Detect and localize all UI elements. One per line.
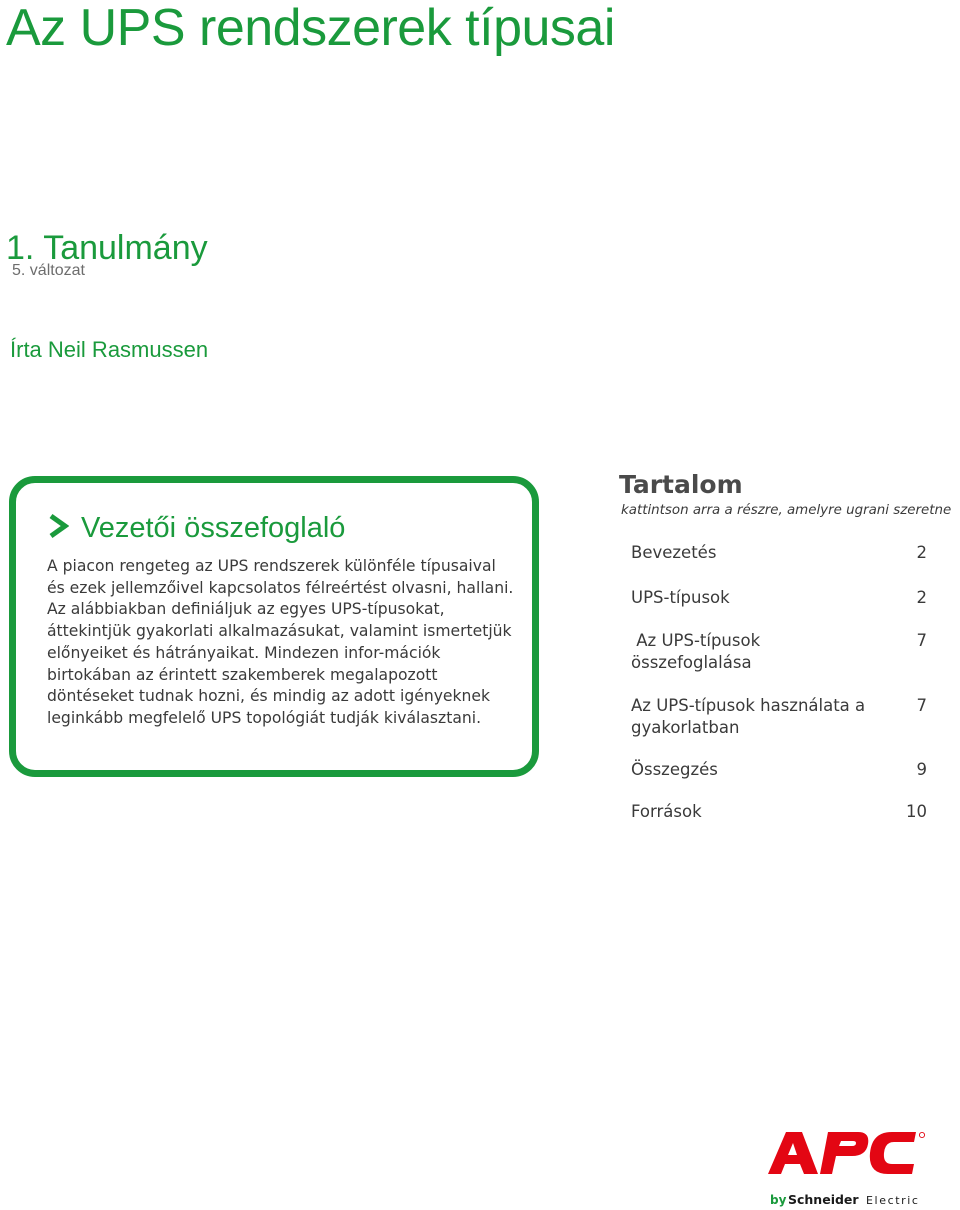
toc-title: Tartalom (619, 470, 743, 499)
toc-item-label: Források (631, 802, 702, 821)
author-line (10, 337, 208, 363)
executive-summary-box (9, 476, 539, 777)
toc-item-label: Az UPS-típusok összefoglalása (631, 631, 766, 672)
toc-item-label: Bevezetés (631, 543, 717, 562)
toc-item-label: Összegzés (631, 760, 718, 779)
toc-item-page: 7 (916, 631, 927, 650)
toc-item-label: UPS-típusok (631, 588, 730, 607)
author-prefix: Írta (10, 337, 42, 362)
summary-heading (47, 512, 345, 545)
toc-item-page: 2 (916, 543, 927, 562)
chevron-right-icon (47, 513, 69, 539)
study-label: 1. Tanulmány (6, 229, 208, 267)
version-label: 5. változat (12, 262, 85, 279)
summary-text: A piacon rengeteg az UPS rendszerek különféle típusaival és ezek jellemzőivel kapcsolatos félreértést olvasni, hallani. Az alábbiakban definiáljuk az egyes UPS-típusokat, áttekintjük gyakorlati alkalmazásukat, valamint ismertetjük előnyeiket és hátrányaikat. Mindezen infor-mációk birtokában az érintett szakemberek megalapozott döntéseket tudnak hozni, és mindig az adott igényeknek leginkább megfelelő UPS topológiát tudják kiválasztani. (47, 557, 514, 727)
toc-item-page: 9 (916, 760, 927, 779)
toc-item-label: Az UPS-típusok használata a gyakorlatban (631, 696, 866, 737)
toc-item-page: 2 (916, 588, 927, 607)
summary-heading-text: Vezetői összefoglaló (81, 512, 346, 544)
toc-hint: kattintson arra a részre, amelyre ugrani szeretne (621, 503, 952, 518)
toc-item-page: 10 (906, 802, 927, 821)
toc-item-page: 7 (916, 696, 927, 715)
document-title: Az UPS rendszerek típusai (6, 0, 615, 57)
logo-by: by (770, 1193, 787, 1207)
logo-suffix: Electric (866, 1194, 920, 1207)
logo-company: Schneider (788, 1192, 859, 1207)
apc-logo (766, 1128, 926, 1210)
author-name: Neil Rasmussen (47, 337, 209, 362)
